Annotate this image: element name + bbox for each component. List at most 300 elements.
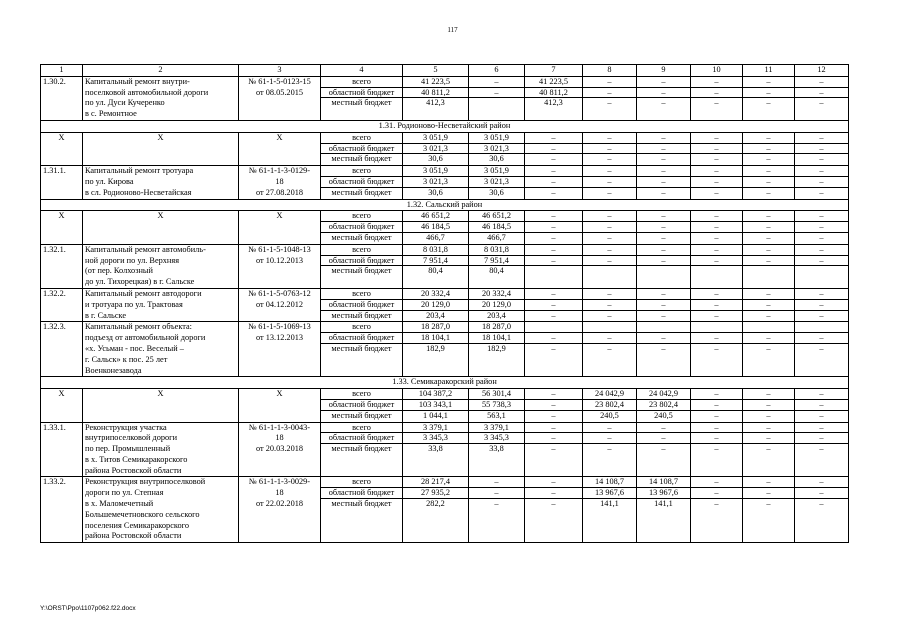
amount-v9-value: – — [637, 256, 690, 267]
document-ref-line: от 04.12.2012 — [255, 299, 304, 309]
amount-v8-value: – — [583, 433, 636, 444]
amount-v10-value: – — [691, 400, 742, 411]
object-name-line: ной дороги по ул. Верхняя — [85, 255, 180, 265]
amount-v5 — [403, 477, 469, 543]
amount-v10 — [691, 244, 743, 288]
amount-v9-value — [637, 266, 690, 277]
amount-v6 — [469, 211, 525, 244]
amount-v8 — [583, 132, 637, 165]
amount-v8-value: – — [607, 232, 612, 242]
amount-v11-value: – — [766, 154, 771, 164]
amount-v8-value: – — [583, 166, 636, 177]
amount-v6-value: 3 379,1 — [469, 423, 524, 434]
amount-v10-value: – — [714, 444, 719, 454]
budget-source-value: местный бюджет — [331, 266, 392, 276]
amount-v7-value: 412,3 — [544, 98, 563, 108]
section-title: 1.33. Семикаракорский район — [41, 377, 849, 389]
budget-source — [321, 211, 403, 244]
object-name-line: в х. Титов Семикаракорского — [85, 454, 188, 464]
amount-v9-value: – — [637, 423, 690, 434]
amount-v9-value: – — [637, 289, 690, 300]
amount-v12-value: – — [819, 343, 824, 353]
column-number: 3 — [239, 65, 321, 77]
amount-v10-value: – — [691, 77, 742, 88]
amount-v8-value: – — [607, 187, 612, 197]
amount-v6 — [469, 389, 525, 422]
amount-v11-value: – — [766, 499, 771, 509]
document-ref-line: № 61-1-5-1069-13 — [248, 322, 311, 332]
budget-source-value: местный бюджет — [331, 499, 392, 509]
amount-v7-value: – — [551, 499, 556, 509]
item-number: 1.32.2. — [41, 288, 83, 321]
amount-v10-value: – — [714, 98, 719, 108]
object-name-line: «х. Усьман - пос. Веселый – — [85, 343, 184, 353]
amount-v5-value: 203,4 — [426, 310, 445, 320]
amount-v8-value: – — [583, 289, 636, 300]
amount-v10 — [691, 132, 743, 165]
amount-v8-value — [583, 322, 636, 333]
amount-v9-value: – — [661, 310, 666, 320]
amount-v9-value: 23 802,4 — [637, 400, 690, 411]
amount-v6-value: – — [494, 499, 499, 509]
object-name-line: по ул. Дуси Кучеренко — [85, 98, 165, 108]
amount-v5 — [403, 244, 469, 288]
amount-v9-value: – — [637, 133, 690, 144]
amount-v9-value: – — [637, 433, 690, 444]
amount-v6-value: 18 104,1 — [469, 333, 524, 344]
amount-v7-value: – — [551, 187, 556, 197]
amount-v5 — [403, 132, 469, 165]
budget-source-value: местный бюджет — [331, 154, 392, 164]
amount-v9-value: 240,5 — [654, 410, 673, 420]
amount-v6-value: 3 021,3 — [469, 144, 524, 155]
amount-v8 — [583, 76, 637, 120]
object-name-line: Капитальный ремонт внутри- — [85, 76, 190, 86]
amount-v6-value: 18 287,0 — [469, 322, 524, 333]
amount-v9 — [637, 288, 691, 321]
amount-v7 — [525, 132, 583, 165]
section-title: 1.31. Родионово-Несветайский район — [41, 120, 849, 132]
amount-v6 — [469, 244, 525, 288]
amount-v7 — [525, 477, 583, 543]
amount-v7 — [525, 76, 583, 120]
amount-v9-value: 14 108,7 — [637, 477, 690, 488]
budget-source-value: областной бюджет — [321, 300, 402, 311]
amount-v5-value: 20 332,4 — [403, 289, 468, 300]
amount-v12-value: – — [795, 423, 848, 434]
amount-v7 — [525, 422, 583, 477]
amount-v9 — [637, 166, 691, 199]
amount-v10-value: – — [691, 166, 742, 177]
amount-v12 — [795, 211, 849, 244]
column-number-row — [41, 65, 849, 77]
amount-v11-value: – — [743, 166, 794, 177]
amount-v10-value: – — [691, 211, 742, 222]
amount-v12-value: – — [819, 499, 824, 509]
amount-v10-value: – — [691, 133, 742, 144]
amount-v7-value: – — [551, 154, 556, 164]
document-ref — [239, 288, 321, 321]
amount-v5-value: 28 217,4 — [403, 477, 468, 488]
amount-v11-value: – — [743, 133, 794, 144]
amount-v6-value: 8 031,8 — [469, 245, 524, 256]
amount-v7 — [525, 166, 583, 199]
amount-v10-value: – — [714, 232, 719, 242]
amount-v5-value: 1 044,1 — [423, 410, 448, 420]
document-ref — [239, 166, 321, 199]
amount-v7 — [525, 322, 583, 377]
amount-v10-value: – — [691, 256, 742, 267]
amount-v7 — [525, 389, 583, 422]
table-row — [41, 244, 849, 288]
budget-source-value: местный бюджет — [331, 343, 392, 353]
amount-v5 — [403, 211, 469, 244]
amount-v5-value: 18 287,0 — [403, 322, 468, 333]
object-name-line: района Ростовской области — [85, 465, 182, 475]
amount-v9-value: 13 967,6 — [637, 488, 690, 499]
amount-v8-value: – — [583, 211, 636, 222]
table-row — [41, 211, 849, 244]
object-name — [83, 166, 239, 199]
section-header-row — [41, 120, 849, 132]
column-number: 12 — [795, 65, 849, 77]
amount-v6 — [469, 322, 525, 377]
amount-v7-value: – — [525, 166, 582, 177]
document-ref-line: 18 — [275, 488, 284, 498]
object-name-line: поселковой автомобильной дороги — [85, 87, 209, 97]
document-ref — [239, 211, 321, 244]
amount-v11-value: – — [743, 389, 794, 400]
amount-v9-value — [637, 322, 690, 333]
budget-source-value: местный бюджет — [331, 232, 392, 242]
amount-v9-value: – — [661, 232, 666, 242]
amount-v7-value: – — [551, 444, 556, 454]
amount-v6-value: 7 951,4 — [469, 256, 524, 267]
document-ref-line: № 61-1-5-0763-12 — [248, 288, 311, 298]
amount-v9-value: – — [661, 154, 666, 164]
column-number: 6 — [469, 65, 525, 77]
amount-v10 — [691, 477, 743, 543]
budget-source — [321, 288, 403, 321]
amount-v8 — [583, 389, 637, 422]
amount-v5-value: 80,4 — [428, 266, 443, 276]
amount-v6-value — [469, 98, 524, 109]
amount-v11 — [743, 422, 795, 477]
object-name-line: в г. Сальске — [85, 310, 127, 320]
table-row — [41, 76, 849, 120]
object-name-line: X — [157, 211, 164, 221]
object-name-line: в сл. Родионово-Несветайская — [85, 187, 192, 197]
object-name-line: Военконезавода — [85, 365, 142, 375]
amount-v10 — [691, 211, 743, 244]
amount-v6-value: 30,6 — [489, 187, 504, 197]
amount-v5-value: 27 935,2 — [403, 488, 468, 499]
amount-v8-value: 13 967,6 — [583, 488, 636, 499]
amount-v12-value: – — [795, 245, 848, 256]
column-number: 1 — [41, 65, 83, 77]
amount-v10-value: – — [691, 222, 742, 233]
table-row — [41, 322, 849, 377]
table-row — [41, 422, 849, 477]
amount-v5-value: 3 051,9 — [403, 166, 468, 177]
amount-v11-value: – — [743, 144, 794, 155]
amount-v11-value: – — [766, 444, 771, 454]
object-name-line: X — [157, 132, 164, 142]
amount-v11-value — [743, 322, 794, 333]
budget-source-value: местный бюджет — [331, 310, 392, 320]
object-name-line: подъезд от автомобильной дороги — [85, 333, 206, 343]
column-number: 8 — [583, 65, 637, 77]
amount-v10-value: – — [714, 187, 719, 197]
amount-v5-value: 46 651,2 — [403, 211, 468, 222]
amount-v7-value: – — [525, 133, 582, 144]
document-ref — [239, 477, 321, 543]
amount-v7 — [525, 211, 583, 244]
amount-v12-value: – — [819, 98, 824, 108]
amount-v7 — [525, 288, 583, 321]
amount-v9-value: – — [637, 211, 690, 222]
amount-v5 — [403, 76, 469, 120]
document-ref — [239, 322, 321, 377]
amount-v10-value: – — [714, 310, 719, 320]
amount-v11 — [743, 211, 795, 244]
amount-v5-value: 103 343,1 — [403, 400, 468, 411]
amount-v8-value: – — [607, 444, 612, 454]
amount-v10-value: – — [691, 423, 742, 434]
amount-v10 — [691, 288, 743, 321]
column-number: 5 — [403, 65, 469, 77]
amount-v7-value: 40 811,2 — [525, 88, 582, 99]
document-ref — [239, 76, 321, 120]
amount-v9 — [637, 244, 691, 288]
amount-v12 — [795, 422, 849, 477]
amount-v6-value: 182,9 — [487, 343, 506, 353]
budget-source-value: областной бюджет — [321, 433, 402, 444]
amount-v9-value: – — [637, 245, 690, 256]
amount-v8 — [583, 422, 637, 477]
amount-v11-value: – — [743, 77, 794, 88]
amount-v12-value: – — [795, 433, 848, 444]
item-number: 1.33.2. — [41, 477, 83, 543]
amount-v6-value: – — [469, 77, 524, 88]
amount-v12 — [795, 477, 849, 543]
amount-v9-value: 141,1 — [654, 499, 673, 509]
amount-v6-value: 20 332,4 — [469, 289, 524, 300]
amount-v8-value: – — [583, 77, 636, 88]
amount-v7-value: – — [525, 177, 582, 188]
amount-v8-value: – — [583, 88, 636, 99]
amount-v9-value: – — [637, 144, 690, 155]
amount-v8-value: 240,5 — [600, 410, 619, 420]
budget-source — [321, 322, 403, 377]
document-ref — [239, 389, 321, 422]
amount-v12 — [795, 322, 849, 377]
item-number: 1.33.1. — [41, 422, 83, 477]
amount-v7-value: – — [525, 289, 582, 300]
object-name — [83, 389, 239, 422]
amount-v7-value: – — [525, 211, 582, 222]
budget-source — [321, 244, 403, 288]
amount-v12-value: – — [795, 389, 848, 400]
amount-v9 — [637, 389, 691, 422]
amount-v11-value: – — [743, 88, 794, 99]
amount-v9 — [637, 76, 691, 120]
object-name-line: Капитальный ремонт автодороги — [85, 288, 202, 298]
amount-v10-value: – — [691, 477, 742, 488]
object-name-line: района Ростовской области — [85, 531, 182, 541]
budget-source-value: всего — [321, 245, 402, 256]
object-name-line: г. Сальск» к пос. 25 лет — [85, 354, 168, 364]
table-row — [41, 132, 849, 165]
budget-source-value: областной бюджет — [321, 144, 402, 155]
amount-v10-value: – — [691, 144, 742, 155]
object-name-line: (от пер. Колхозный — [85, 266, 153, 276]
object-name — [83, 76, 239, 120]
amount-v12-value: – — [795, 177, 848, 188]
budget-source-value: областной бюджет — [321, 256, 402, 267]
document-ref-line: 18 — [275, 433, 284, 443]
amount-v11 — [743, 166, 795, 199]
amount-v11 — [743, 132, 795, 165]
amount-v12 — [795, 244, 849, 288]
amount-v9-value: – — [661, 343, 666, 353]
amount-v11-value: – — [766, 98, 771, 108]
amount-v5-value: 3 379,1 — [403, 423, 468, 434]
document-ref-line: № 61-1-5-1048-13 — [248, 244, 311, 254]
amount-v5 — [403, 422, 469, 477]
amount-v11-value: – — [743, 300, 794, 311]
amount-v7-value: – — [525, 488, 582, 499]
object-name-line: по пер. Промышленный — [85, 444, 171, 454]
amount-v10-value — [691, 322, 742, 333]
budget-source-value: всего — [321, 166, 402, 177]
section-header-row — [41, 377, 849, 389]
amount-v12-value: – — [795, 133, 848, 144]
amount-v6 — [469, 422, 525, 477]
amount-v10-value: – — [714, 154, 719, 164]
amount-v6-value: 466,7 — [487, 232, 506, 242]
budget-source-value: местный бюджет — [331, 187, 392, 197]
amount-v7-value: – — [551, 410, 556, 420]
amount-v9-value: – — [637, 177, 690, 188]
amount-v8-value: 24 042,9 — [583, 389, 636, 400]
amount-v5-value: 30,6 — [428, 187, 443, 197]
amount-v11-value — [743, 266, 794, 277]
amount-v10 — [691, 76, 743, 120]
amount-v12-value: – — [819, 232, 824, 242]
amount-v10-value: – — [691, 177, 742, 188]
budget-source-value: всего — [321, 289, 402, 300]
amount-v12-value: – — [795, 88, 848, 99]
amount-v11 — [743, 322, 795, 377]
budget-source — [321, 166, 403, 199]
budget-source-value: областной бюджет — [321, 88, 402, 99]
amount-v8-value: – — [583, 256, 636, 267]
amount-v6 — [469, 132, 525, 165]
amount-v12 — [795, 166, 849, 199]
budget-source — [321, 477, 403, 543]
amount-v7-value: 41 223,5 — [525, 77, 582, 88]
amount-v12-value: – — [795, 222, 848, 233]
budget-source-value: областной бюджет — [321, 222, 402, 233]
amount-v9-value: – — [637, 77, 690, 88]
amount-v9-value: – — [661, 98, 666, 108]
amount-v6 — [469, 477, 525, 543]
amount-v5-value: 3 345,3 — [403, 433, 468, 444]
document-ref-line: № 61-1-1-3-0043- — [248, 422, 311, 432]
amount-v5-value: 412,3 — [426, 98, 445, 108]
amount-v11-value: – — [766, 343, 771, 353]
object-name-line: до ул. Тихорецкая) в г. Сальске — [85, 277, 195, 287]
amount-v8-value: – — [583, 333, 636, 344]
object-name-line: по ул. Кирова — [85, 176, 134, 186]
object-name — [83, 477, 239, 543]
amount-v7-value — [525, 322, 582, 333]
budget-source-value: всего — [321, 322, 402, 333]
file-path-footer: Y:\ORST\Ppo\1107p062.f22.docx — [40, 605, 136, 612]
amount-v12 — [795, 132, 849, 165]
budget-source — [321, 422, 403, 477]
object-name-line: Реконструкция участка — [85, 422, 167, 432]
amount-v12-value: – — [819, 444, 824, 454]
amount-v10-value: – — [714, 343, 719, 353]
amount-v10 — [691, 389, 743, 422]
document-ref-line: от 13.12.2013 — [255, 333, 304, 343]
amount-v6-value: 80,4 — [489, 266, 504, 276]
object-name-line: в х. Маломечетный — [85, 499, 154, 509]
object-name-line: поселения Семикаракорского — [85, 520, 189, 530]
table-row — [41, 166, 849, 199]
amount-v10 — [691, 322, 743, 377]
amount-v8-value — [583, 266, 636, 277]
amount-v8 — [583, 166, 637, 199]
amount-v6-value: 3 021,3 — [469, 177, 524, 188]
item-number: X — [41, 389, 83, 422]
amount-v7-value: – — [525, 477, 582, 488]
amount-v7-value: – — [525, 433, 582, 444]
document-ref-line: от 10.12.2013 — [255, 255, 304, 265]
amount-v6-value: 30,6 — [489, 154, 504, 164]
amount-v7-value: – — [525, 300, 582, 311]
amount-v11 — [743, 288, 795, 321]
item-number: 1.30.2. — [41, 76, 83, 120]
column-number: 2 — [83, 65, 239, 77]
budget-source-value: областной бюджет — [321, 488, 402, 499]
item-number: 1.32.3. — [41, 322, 83, 377]
amount-v10-value: – — [714, 410, 719, 420]
amount-v11-value: – — [743, 211, 794, 222]
amount-v8-value: – — [607, 343, 612, 353]
section-title: 1.32. Сальский район — [41, 199, 849, 211]
amount-v11-value: – — [743, 333, 794, 344]
budget-source-value: всего — [321, 477, 402, 488]
amount-v10-value — [691, 266, 742, 277]
amount-v10-value: – — [691, 433, 742, 444]
amount-v5 — [403, 322, 469, 377]
amount-v5-value: 46 184,5 — [403, 222, 468, 233]
amount-v12 — [795, 288, 849, 321]
amount-v8-value: – — [583, 177, 636, 188]
amount-v6-value: – — [469, 477, 524, 488]
amount-v5-value: 282,2 — [426, 499, 445, 509]
amount-v5-value: 33,8 — [428, 444, 443, 454]
amount-v11-value: – — [743, 177, 794, 188]
amount-v6 — [469, 288, 525, 321]
amount-v7-value: – — [525, 144, 582, 155]
object-name-line: в с. Ремонтное — [85, 109, 137, 119]
amount-v7 — [525, 244, 583, 288]
amount-v6 — [469, 76, 525, 120]
